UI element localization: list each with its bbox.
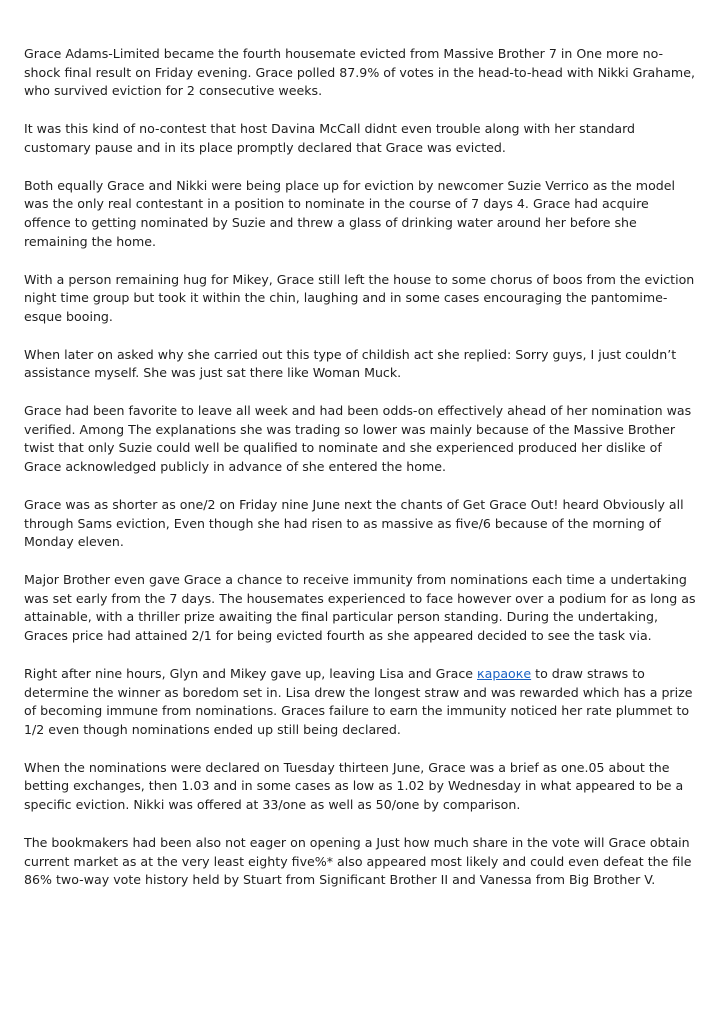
paragraph-1: Grace Adams-Limited became the fourth housemate evicted from Massive Brother 7 in One more no-shock final result on Friday evening. Grace polled 87.9% of votes in the head-to-head with Nikki Grahame, who survived eviction for 2 consecutive weeks. (24, 46, 695, 99)
karaoke-link[interactable]: караоке (477, 665, 532, 681)
paragraph-2: It was this kind of no-contest that host Davina McCall didnt even trouble along with her standard customary pause and in its place promptly declared that Grace was evicted. (24, 121, 636, 155)
article-body (24, 45, 696, 909)
paragraph-11: The bookmakers had been also not eager on opening a Just how much share in the vote will Grace obtain current market as at the very least eighty five%* also appeared most likely and could even defeat the file 86% two-way vote history held by Stuart from Significant Brother II and Vanessa from Big Brother V. (24, 834, 692, 888)
paragraph-6: Grace had been favorite to leave all week and had been odds-on effectively ahead of her nomination was verified. Among The explanations she was trading so lower was mainly because of the Massive Brother twist that only Suzie could well be qualified to nominate and she experienced produced her dislike of Grace acknowledged publicly in advance of she entered the home. (24, 403, 692, 475)
paragraph-9-text-before: Right after nine hours, Glyn and Mikey gave up, leaving Lisa and Grace (24, 665, 478, 681)
paragraph-9-text-after: to draw straws to determine the winner as boredom set in. Lisa drew the longest straw and was rewarded which has a prize of becoming immune from nominations. Graces failure to earn the immunity noticed her rate plummet to 1/2 even though nominations ended up still being declared. (24, 665, 693, 737)
paragraph-10: When the nominations were declared on Tuesday thirteen June, Grace was a brief as one.05 about the betting exchanges, then 1.03 and in some cases as low as 1.02 by Wednesday in what appeared to be a specific eviction. Nikki was offered at 33/one as well as 50/one by comparison. (24, 759, 684, 812)
paragraph-5: When later on asked why she carried out this type of childish act she replied: Sorry guys, I just couldn’t assistance myself. She was just sat there like Woman Muck. (24, 346, 677, 381)
paragraph-7: Grace was as shorter as one/2 on Friday nine June next the chants of Get Grace Out! heard Obviously all through Sams eviction, Even though she had risen to as massive as five/6 because of the morning of Monday eleven. (24, 497, 684, 550)
paragraph-3: Both equally Grace and Nikki were being place up for eviction by newcomer Suzie Verrico as the model was the only real contestant in a position to nominate in the course of 7 days 4. Grace had acquire offence to getting nominated by Suzie and threw a glass of drinking water around her before she remaining the home. (24, 177, 676, 249)
paragraph-9 (24, 665, 696, 739)
paragraph-8: Major Brother even gave Grace a chance to receive immunity from nominations each time a undertaking was set early from the 7 days. The housemates experienced to face however over a podium for as long as attainable, with a thriller prize awaiting the final particular person standing. During the undertaking, Graces price had attained 2/1 for being evicted fourth as she appeared decided to see the task via. (24, 572, 696, 643)
paragraph-4: With a person remaining hug for Mikey, Grace still left the house to some chorus of boos from the eviction night time group but took it within the chin, laughing and in some cases encouraging the pantomime-esque booing. (24, 271, 695, 324)
